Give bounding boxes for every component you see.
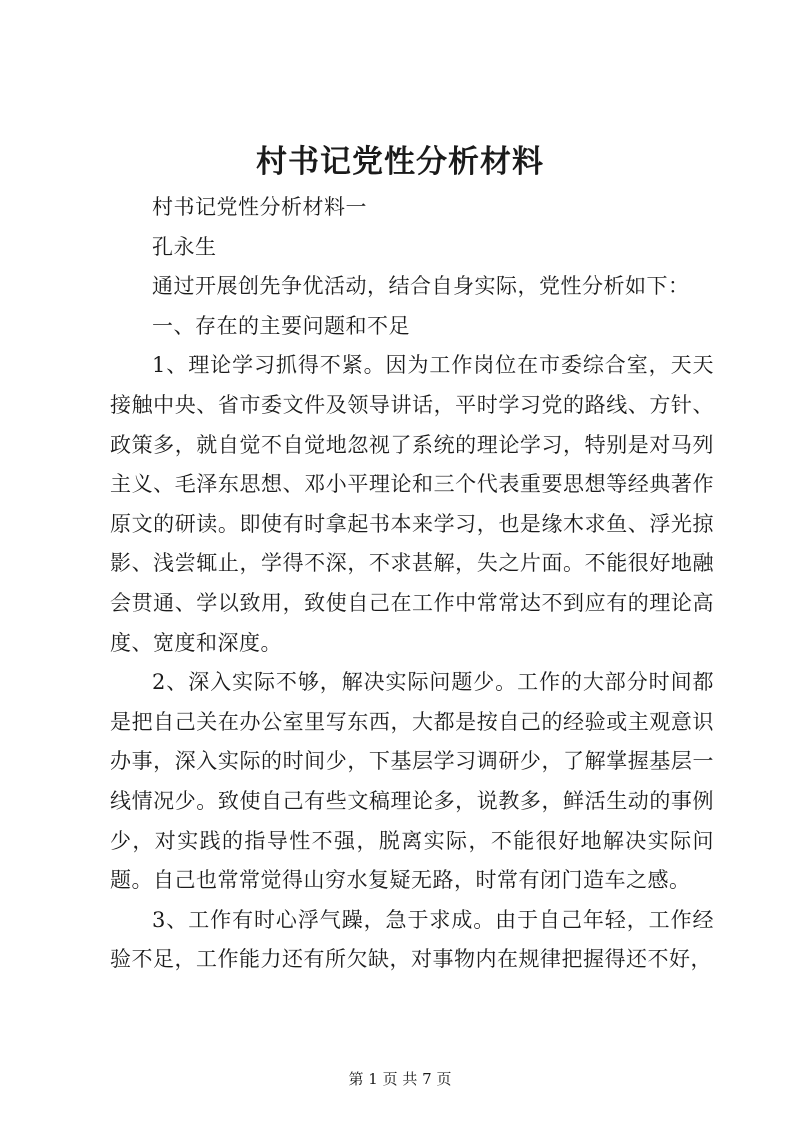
document-title: 村书记党性分析材料 bbox=[256, 144, 544, 180]
page-footer: 第 1 页 共 7 页 bbox=[348, 1070, 452, 1088]
intro-paragraph: 通过开展创先争优活动，结合自身实际，党性分析如下： bbox=[152, 274, 690, 299]
body-paragraph-1: 1、理论学习抓得不紧。因为工作岗位在市委综合室，天天接触中央、省市委文件及领导讲话，平时学习党的路线、方针、政策多，就自觉不自觉地忽视了系统的理论学习，特别是对马列主义、毛泽东思想、邓小平理论和三个代表重要思想等经典著作原文的研读。即使有时拿起书本来学习，也是缘木求鱼、浮光掠影、浅尝辄止，学得不深，不求甚解，失之片面。不能很好地融会贯通、学以致用，致使自己在工作中常常达不到应有的理论高度、宽度和深度。 bbox=[110, 353, 714, 655]
body-paragraph-3: 3、工作有时心浮气躁，急于求成。由于自己年轻，工作经验不足，工作能力还有所欠缺，对事物内在规律把握得还不好， bbox=[110, 907, 714, 972]
author-paragraph: 孔永生 bbox=[152, 234, 217, 259]
section-heading: 一、存在的主要问题和不足 bbox=[152, 313, 410, 338]
subtitle-paragraph: 村书记党性分析材料一 bbox=[152, 195, 367, 219]
body-paragraph-2: 2、深入实际不够，解决实际问题少。工作的大部分时间都是把自己关在办公室里写东西，大都是按自己的经验或主观意识办事，深入实际的时间少，下基层学习调研少，了解掌握基层一线情况少。致使自己有些文稿理论多，说教多，鲜活生动的事例少，对实践的指导性不强，脱离实际，不能很好地解决实际问题。自己也常常觉得山穷水复疑无路，时常有闭门造车之感。 bbox=[110, 670, 714, 893]
document-body bbox=[110, 188, 714, 980]
